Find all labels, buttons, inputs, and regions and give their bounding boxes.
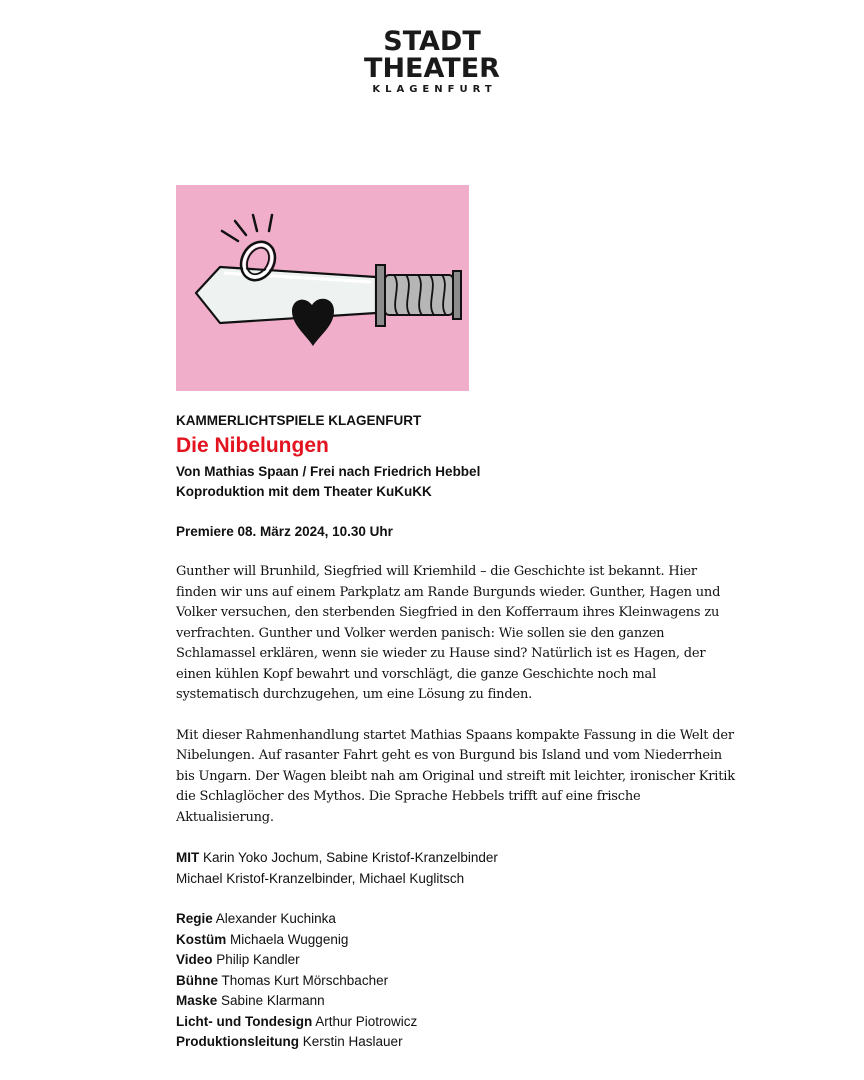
crew-name: Thomas Kurt Mörschbacher	[221, 972, 389, 988]
cast-label: MIT	[176, 850, 200, 865]
crew-item	[176, 971, 736, 992]
crew-name: Arthur Piotrowicz	[315, 1013, 418, 1029]
crew-item	[176, 1032, 736, 1053]
crew-role: Licht- und Tondesign	[176, 1013, 313, 1029]
crew-name: Sabine Klarmann	[221, 993, 325, 1008]
crew-section	[176, 909, 736, 1053]
crew-role: Maske	[176, 993, 218, 1008]
crew-name: Kerstin Haslauer	[302, 1034, 403, 1049]
crew-item	[176, 991, 736, 1012]
cast-line-2: Michael Kristof-Kranzelbinder, Michael Kuglitsch	[176, 870, 465, 886]
crew-role: Bühne	[176, 972, 218, 988]
hero-illustration	[176, 185, 469, 391]
cast-names-1: Karin Yoko Jochum, Sabine Kristof-Kranzelbinder	[203, 850, 498, 865]
page-title: Die Nibelungen	[176, 434, 329, 457]
dagger-pommel	[453, 271, 461, 319]
cast-line-1	[176, 848, 736, 869]
cast-section	[176, 848, 736, 889]
author-line: Von Mathias Spaan / Frei nach Friedrich Hebbel	[176, 464, 481, 479]
crew-name: Philip Kandler	[216, 952, 300, 967]
coproduction-line: Koproduktion mit dem Theater KuKuKK	[176, 484, 432, 499]
crew-name: Alexander Kuchinka	[215, 911, 336, 926]
crew-role: Produktionsleitung	[176, 1034, 299, 1049]
description-paragraph-2: Mit dieser Rahmenhandlung startet Mathias Spaans kompakte Fassung in die Welt der Nibelungen. Auf rasanter Fahrt geht es von Burgund bis Island und vom Niederrhein bis Ungarn. Der Wagen bleibt nah am Original und streift mit leichter, ironischer Kritik die Schlaglöcher des Mythos. Die Sprache Hebbels trifft auf eine frische Aktualisierung.	[176, 727, 735, 825]
venue-label: KAMMERLICHTSPIELE KLAGENFURT	[176, 413, 422, 428]
crew-role: Kostüm	[176, 931, 227, 947]
crew-item	[176, 909, 736, 930]
stadttheater-logo	[0, 28, 864, 96]
crew-name: Michaela Wuggenig	[230, 931, 349, 947]
logo-line-klagenfurt: KLAGENFURT	[372, 84, 497, 95]
crew-item	[176, 930, 736, 951]
dagger-guard	[376, 265, 385, 326]
logo-line-stadt: STADT	[383, 26, 481, 57]
crew-item	[176, 950, 736, 971]
dagger-ring-heart-icon	[176, 185, 469, 391]
premiere-date: Premiere 08. März 2024, 10.30 Uhr	[176, 524, 393, 539]
description-paragraph-1: Gunther will Brunhild, Siegfried will Kriemhild – die Geschichte ist bekannt. Hier finden wir uns auf einem Parkplatz am Rande Burgunds wieder. Gunther, Hagen und Volker versuchen, den sterbenden Siegfried in den Kofferraum ihres Kleinwagens zu verfrachten. Gunther und Volker werden panisch: Wie sollen sie den ganzen Schlamassel erklären, wenn sie wieder zu Hause sind? Natürlich ist es Hagen, der einen kühlen Kopf bewahrt und vorschlägt, die ganze Geschichte noch mal systematisch durchzugehen, um eine Lösung zu finden.	[176, 564, 721, 702]
logo-line-theater: THEATER	[364, 53, 500, 84]
crew-role: Regie	[176, 911, 213, 926]
crew-role: Video	[176, 952, 213, 967]
crew-item	[176, 1012, 736, 1033]
article-content	[176, 412, 736, 1053]
